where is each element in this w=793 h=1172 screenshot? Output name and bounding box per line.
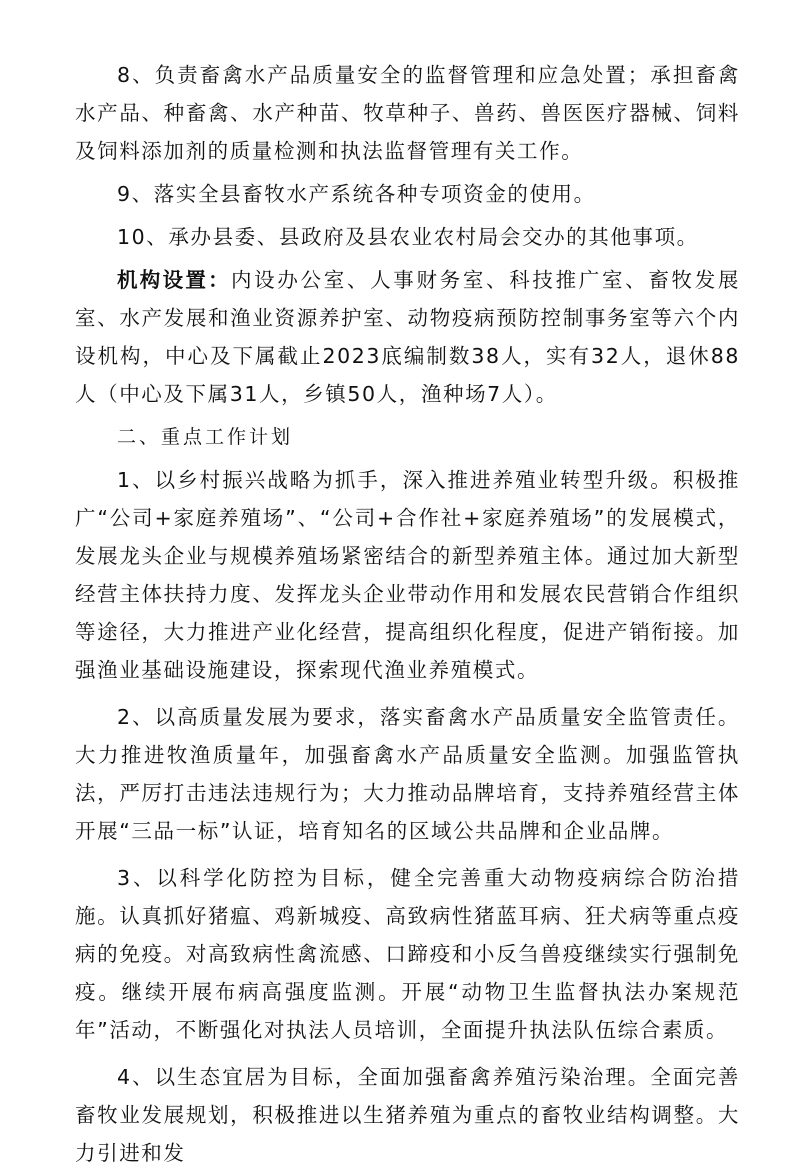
org-setup-lead: 机构设置： [117,268,231,292]
paragraph-plan-1: 1、以乡村振兴战略为抓手，深入推进养殖业转型升级。积极推广“公司+家庭养殖场”、“公司+合作社+家庭养殖场”的发展模式，发展龙头企业与规模养殖场紧密结合的新型养殖主体。通过加大新型经营主体扶持力度、发挥龙头企业带动作用和发展农民营销合作组织等途径，大力推进产业化经营，提高组织化程度，促进产销衔接。加强渔业基础设施建设，探索现代渔业养殖模式。 [75,468,740,682]
org-setup-body: 内设办公室、人事财务室、科技推广室、畜牧发展室、水产发展和渔业资源养护室、动物疫病预防控制事务室等六个内设机构，中心及下属截止2023底编制数38人，实有32人，退休88人（中心及下属31人，乡镇50人，渔种场7人）。 [75,268,741,406]
paragraph-plan-2: 2、以高质量发展为要求，落实畜禽水产品质量安全监管责任。大力推进牧渔质量年，加强畜禽水产品质量安全监测。加强监管执法，严厉打击违法违规行为；大力推动品牌培育，支持养殖经营主体开展“三品一标”认证，培育知名的区域公共品牌和企业品牌。 [75,705,740,843]
section-heading-key-plans: 二、重点工作计划 [117,426,294,448]
document-body [75,56,740,1172]
paragraph-plan-3: 3、以科学化防控为目标，健全完善重大动物疫病综合防治措施。认真抓好猪瘟、鸡新城疫、高致病性猪蓝耳病、狂犬病等重点疫病的免疫。对高致病性禽流感、口蹄疫和小反刍兽疫继续实行强制免疫。继续开展布病高强度监测。开展“动物卫生监督执法办案规范年”活动，不断强化对执法人员培训，全面提升执法队伍综合素质。 [75,866,740,1042]
paragraph-duty-8: 8、负责畜禽水产品质量安全的监督管理和应急处置；承担畜禽水产品、种畜禽、水产种苗、牧草种子、兽药、兽医医疗器械、饲料及饲料添加剂的质量检测和执法监督管理有关工作。 [75,63,740,163]
paragraph-org-setup [75,261,740,413]
paragraph-plan-4: 4、以生态宜居为目标，全面加强畜禽养殖污染治理。全面完善畜牧业发展规划，积极推进以生猪养殖为重点的畜牧业结构调整。大力引进和发 [75,1065,740,1165]
paragraph-duty-10: 10、承办县委、县政府及县农业农村局会交办的其他事项。 [117,225,699,249]
paragraph-duty-9: 9、落实全县畜牧水产系统各种专项资金的使用。 [117,182,596,206]
